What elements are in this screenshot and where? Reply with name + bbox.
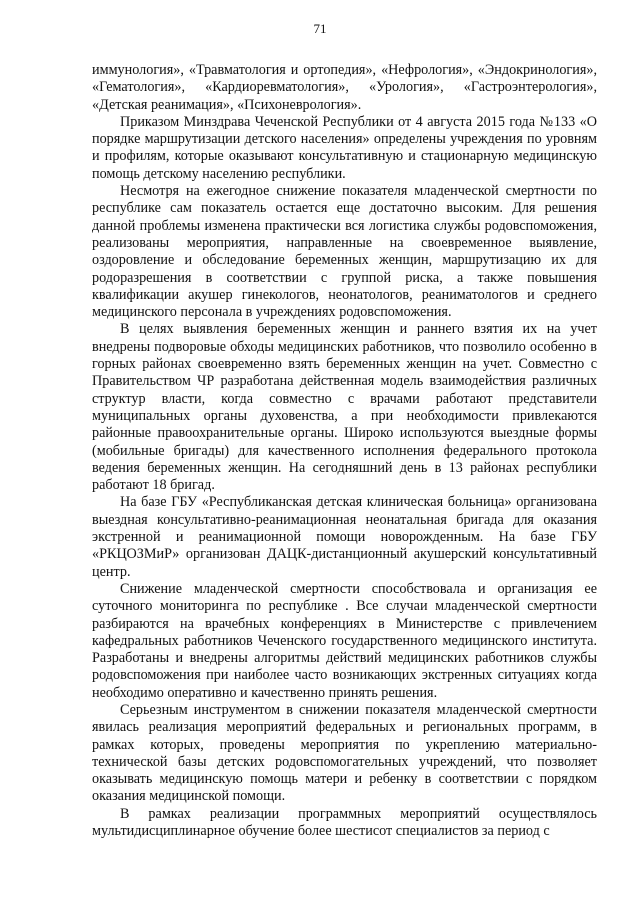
paragraph-mortality-monitoring: Снижение младенческой смертности способствовала и организация ее суточного мониторинга по республике . Все случаи младенческой смертности разбираются на врачебных конференциях в Министерстве с привлечением кафедральных работников Чеченского государственного медицинского института. Разработаны и внедрены алгоритмы действий медицинских работников службы родовспоможения при наиболее часто возникающих экстренных ситуациях когда необходимо оперативно и качественно принять решения. xyxy=(92,580,597,701)
paragraph-neonatal-brigade: На базе ГБУ «Республиканская детская клиническая больница» организована выездная консультативно-реанимационная неонатальная бригада для оказания экстренной и реанимационной помощи новорожденным. На базе ГБУ «РКЦОЗМиР» организован ДАЦК-дистанционный акушерский консультативный центр. xyxy=(92,494,597,580)
paragraph-routing-order: Приказом Минздрава Чеченской Республики от 4 августа 2015 года №133 «О порядке маршрутизации детского населения» определены учреждения по уровням и профилям, которые оказывают консультативную и стационарную медицинскую помощь детскому населению республики. xyxy=(92,113,597,182)
paragraph-training: В рамках реализации программных мероприятий осуществлялось мультидисциплинарное обучение более шестисот специалистов за период с xyxy=(92,805,597,840)
paragraph-federal-programs: Серьезным инструментом в снижении показателя младенческой смертности явилась реализация мероприятий федеральных и региональных программ, в рамках которых, проведены мероприятия по укреплению материально-технической базы детских родовспомогательных учреждений, что позволяет оказывать медицинскую помощь матери и ребенку в соответствии с порядком оказания медицинской помощи. xyxy=(92,701,597,805)
document-body xyxy=(92,62,597,840)
paragraph-pregnancy-registration: В целях выявления беременных женщин и раннего взятия их на учет внедрены подворовые обходы медицинских работников, что позволило особенно в горных районах своевременно взять беременных женщин на учет. Совместно с Правительством ЧР разработана действенная модель взаимодействия различных структур власти, когда совместно с врачами работают представители муниципальных органы духовенства, а при необходимости привлекаются районные правоохранительные органы. Широко используются выездные формы (мобильные бригады) для качественного исполнения федерального протокола ведения беременных женщин. На сегодняшний день в 13 районах республики работают 18 бригад. xyxy=(92,321,597,494)
paragraph-specialties-list: иммунология», «Травматология и ортопедия», «Нефрология», «Эндокринология», «Гематология», «Кардиоревматология», «Урология», «Гастроэнтерология», «Детская реанимация», «Психоневрология». xyxy=(92,62,597,113)
page-number: 71 xyxy=(313,21,327,36)
paragraph-infant-mortality-logistics: Несмотря на ежегодное снижение показателя младенческой смертности по республике сам показатель остается еще достаточно высоким. Для решения данной проблемы изменена практически вся логистика службы родовспоможения, реализованы мероприятия, направленные на своевременное выявление, оздоровление и обследование беременных женщин, маршрутизацию их для родоразрешения в соответствии с группой риска, а также повышения квалификации акушер гинекологов, неонатологов, реаниматологов и среднего медицинского персонала в учреждениях родовспоможения. xyxy=(92,183,597,321)
